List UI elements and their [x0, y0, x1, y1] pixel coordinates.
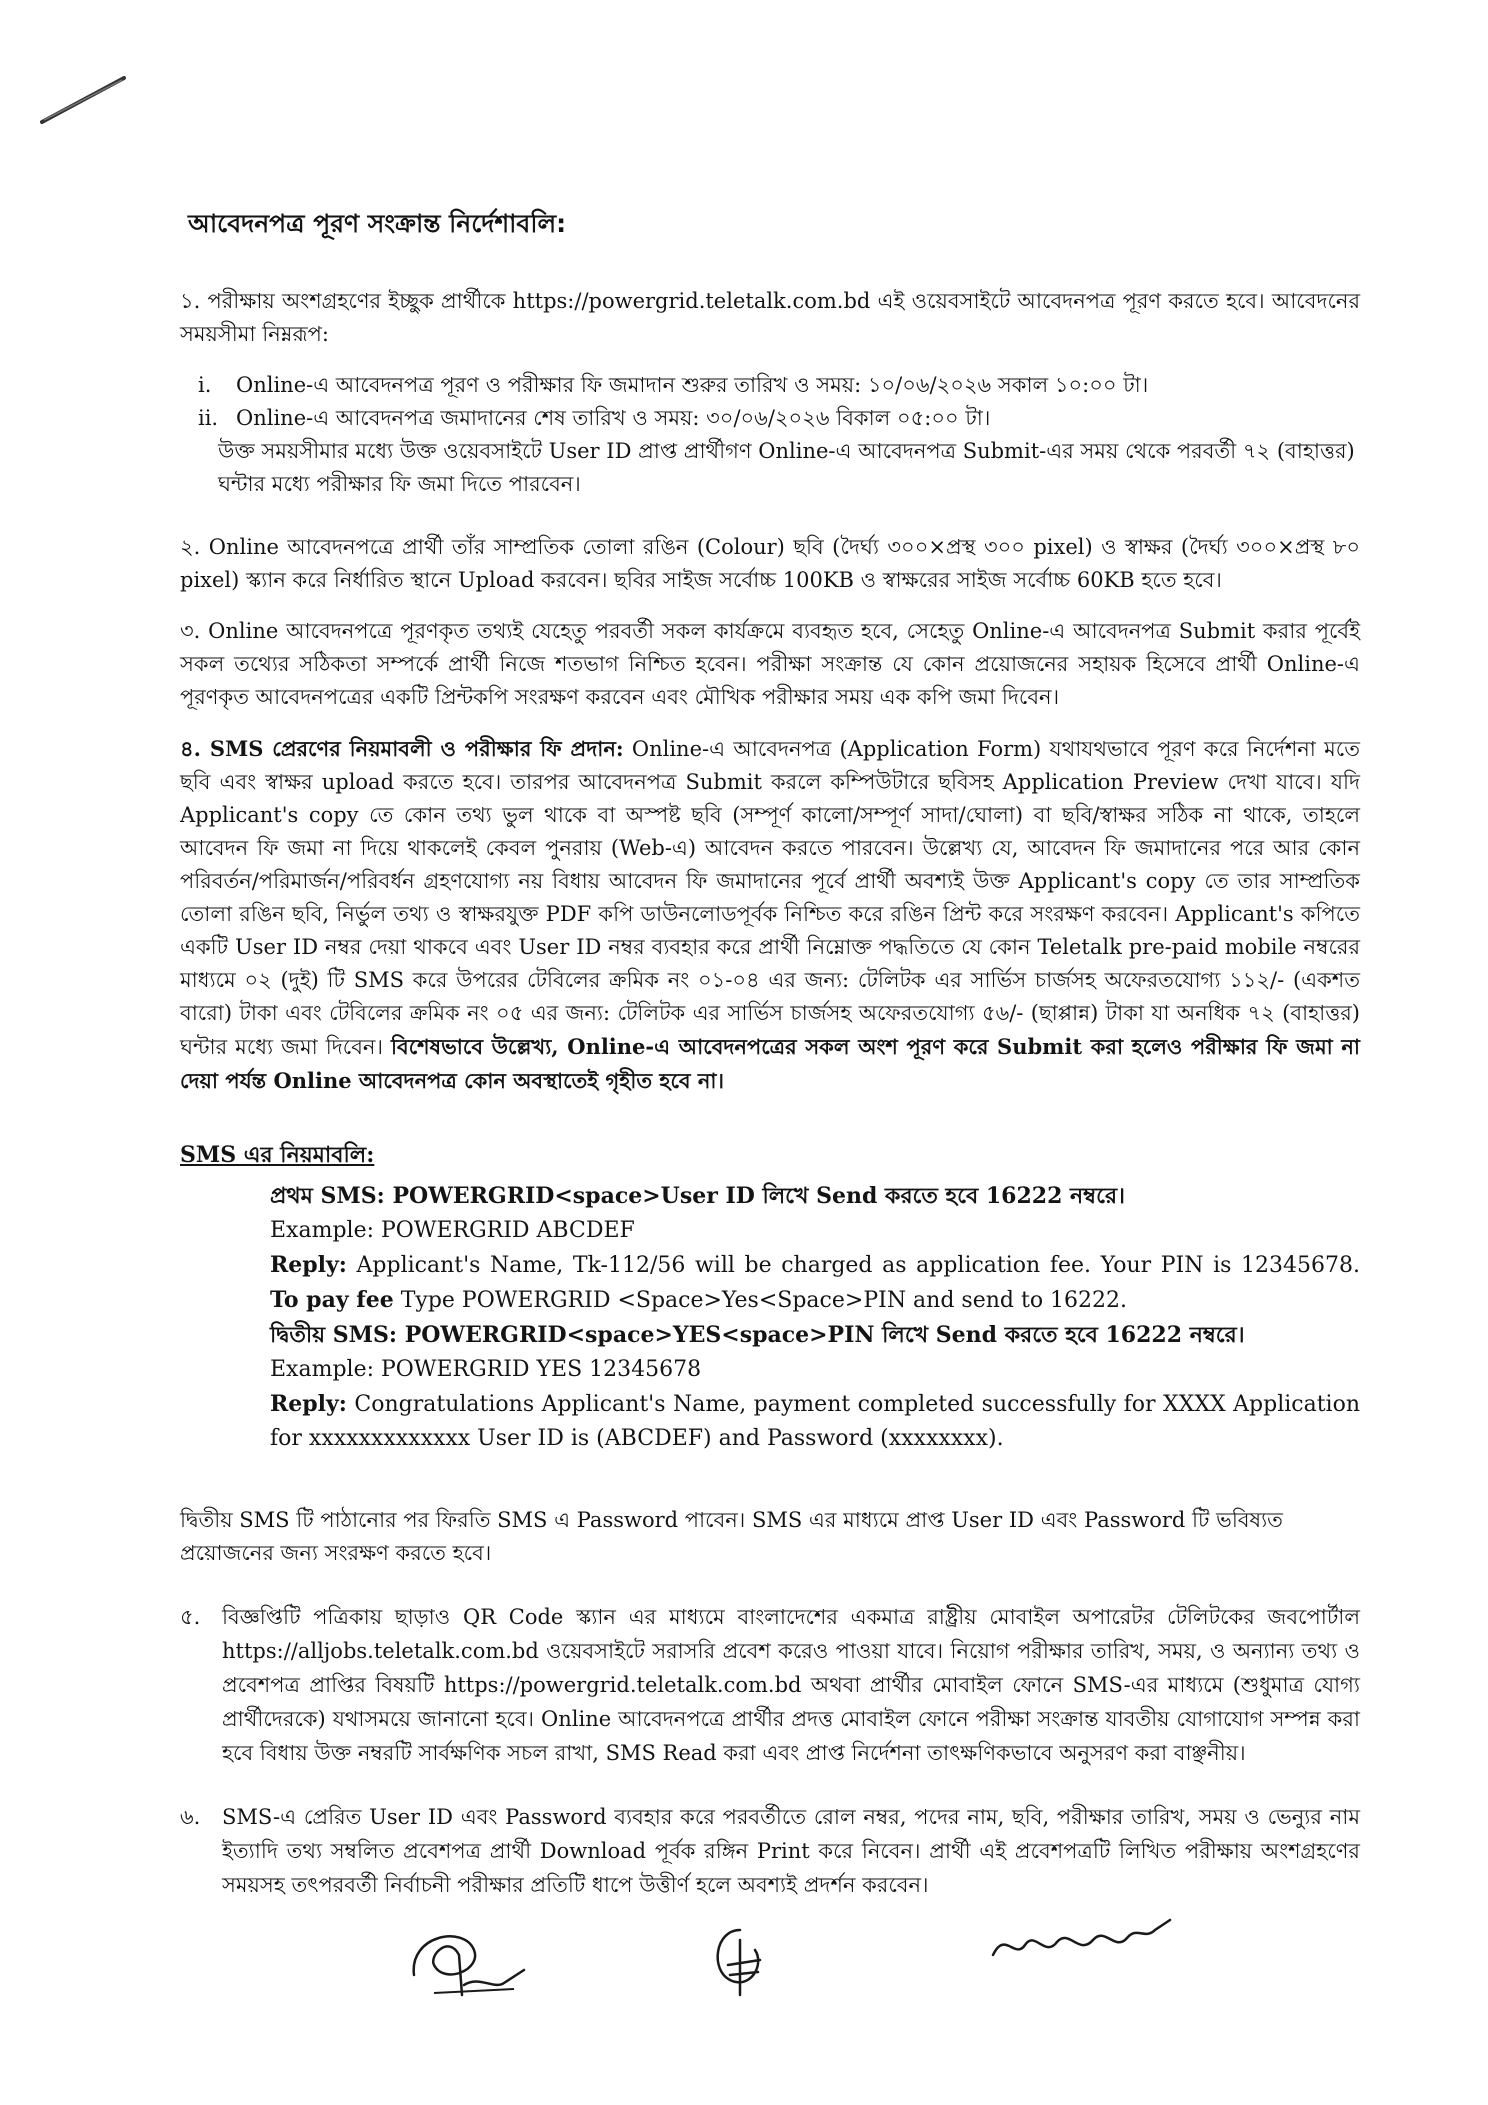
deadline-item	[198, 369, 1360, 402]
instruction-item-6	[180, 1800, 1360, 1902]
example-value: POWERGRID YES 12345678	[374, 1357, 702, 1382]
roman-numeral: i.	[198, 373, 212, 397]
deadline-note: উক্ত সময়সীমার মধ্যে উক্ত ওয়েবসাইটে User ID প্রাপ্ত প্রার্থীগণ Online-এ আবেদনপত্র Submit-এর সময় থেকে পরবর্তী ৭২ (বাহাত্তর) ঘন্টার মধ্যে পরীক্ষার ফি জমা দিতে পারবেন।	[218, 439, 1355, 496]
sms-rules-title: SMS এর নিয়মাবলি:	[180, 1142, 375, 1168]
instruction-item-3: ৩. Online আবেদনপত্রে পূরণকৃত তথ্যই যেহেতু পরবর্তী সকল কার্যক্রমে ব্যবহৃত হবে, সেহেতু Online-এ আবেদনপত্র Submit করার পূর্বেই সকল তথ্যের সঠিকতা সম্পর্কে প্রার্থী নিজে শতভাগ নিশ্চিত হবেন। পরীক্ষা সংক্রান্ত যে কোন প্রয়োজনের সহায়ক হিসেবে প্রার্থী Online-এ পূরণকৃত আবেদনপত্রের একটি প্রিন্টকপি সংরক্ষণ করবেন এবং মৌখিক পরীক্ষার সময় এক কপি জমা দিবেন।	[180, 619, 1360, 709]
instruction-item-2: ২. Online আবেদনপত্রে প্রার্থী তাঁর সাম্প্রতিক তোলা রঙিন (Colour) ছবি (দৈর্ঘ্য ৩০০×প্রস্থ ৩০০ pixel) ও স্বাক্ষর (দৈর্ঘ্য ৩০০×প্রস্থ ৮০ pixel) স্ক্যান করে নির্ধারিত স্থানে Upload করবেন। ছবির সাইজ সর্বোচ্চ 100KB ও স্বাক্ষরের সাইজ সর্বোচ্চ 60KB হতে হবে।	[180, 535, 1360, 592]
sms-first-label: প্রথম SMS:	[270, 1183, 385, 1209]
sms-first	[270, 1179, 1360, 1214]
sms-second-label: দ্বিতীয় SMS:	[270, 1322, 398, 1348]
deadline-text: Online-এ আবেদনপত্র পূরণ ও পরীক্ষার ফি জমাদান শুরুর তারিখ ও সময়: ১০/০৬/২০২৬ সকাল ১০:০০ টা।	[236, 373, 1149, 397]
sms-example-2	[270, 1353, 1360, 1387]
instructions-body	[180, 285, 1360, 1902]
reply-bold: To pay fee	[270, 1287, 394, 1313]
sms-rules-lines	[270, 1179, 1360, 1456]
page-heading: আবেদনপত্র পূরণ সংক্রান্ত নির্দেশাবলি:	[188, 209, 567, 238]
reply-label: Reply:	[270, 1391, 347, 1417]
item-4-emphasis: বিশেষভাবে উল্লেখ্য, Online-এ আবেদনপত্রের সকল অংশ পূরণ করে Submit করা হলেও পরীক্ষার ফি জমা না দেয়া পর্যন্ত Online আবেদনপত্র কোন অবস্থাতেই গৃহীত হবে না।	[180, 1034, 1360, 1093]
signature-2-icon	[700, 1920, 780, 2000]
item-5-text: বিজ্ঞপ্তিটি পত্রিকায় ছাড়াও QR Code স্ক্যান এর মাধ্যমে বাংলাদেশের একমাত্র রাষ্ট্রীয় মোবাইল অপারেটর টেলিটকের জবপোর্টাল https://alljobs.teletalk.com.bd ওয়েবসাইটে সরাসরি প্রবেশ করেও পাওয়া যাবে। নিয়োগ পরীক্ষার তারিখ, সময়, ও অন্যান্য তথ্য ও প্রবেশপত্র প্রাপ্তির বিষয়টি https://powergrid.teletalk.com.bd অথবা প্রার্থীর মোবাইল ফোনে SMS-এর মাধ্যমে (শুধুমাত্র যোগ্য প্রার্থীদেরকে) যথাসময়ে জানানো হবে। Online আবেদনপত্রে প্রার্থীর প্রদত্ত মোবাইল ফোনে পরীক্ষা সংক্রান্ত যাবতীয় যোগাযোগ সম্পন্ন করা হবে বিধায় উক্ত নম্বরটি সার্বক্ষণিক সচল রাখা, SMS Read করা এবং প্রাপ্ত নির্দেশনা তাৎক্ষণিকভাবে অনুসরণ করা বাঞ্ছনীয়।	[222, 1605, 1360, 1765]
item-6-text: SMS-এ প্রেরিত User ID এবং Password ব্যবহার করে পরবর্তীতে রোল নম্বর, পদের নাম, ছবি, পরীক্ষার তারিখ, সময় ও ভেন্যুর নাম ইত্যাদি তথ্য সম্বলিত প্রবেশপত্র প্রার্থী Download পূর্বক রঙ্গিন Print করে নিবেন। প্রার্থী এই প্রবেশপত্রটি লিখিত পরীক্ষায় অংশগ্রহণের সময়সহ তৎপরবর্তী নির্বাচনী পরীক্ষার প্রতিটি ধাপে উত্তীর্ণ হলে অবশ্যই প্রদর্শন করবেন।	[222, 1805, 1360, 1897]
instruction-item-4	[180, 732, 1360, 1098]
example-label: Example:	[270, 1357, 374, 1382]
signature-1-icon	[404, 1915, 534, 2005]
item-number: ৬.	[180, 1805, 201, 1829]
sms-reply-2	[270, 1387, 1360, 1456]
deadline-text: Online-এ আবেদনপত্র জমাদানের শেষ তারিখ ও সময়: ৩০/০৬/২০২৬ বিকাল ০৫:০০ টা।	[236, 406, 991, 430]
signature-3-icon	[985, 1910, 1185, 1970]
pen-mark-icon	[38, 70, 130, 130]
sms-second-cmd: POWERGRID<space>YES<space>PIN লিখে Send করতে হবে 16222 নম্বরে।	[397, 1322, 1245, 1348]
sms-example-1	[270, 1214, 1360, 1248]
example-label: Example:	[270, 1218, 374, 1243]
deadline-list	[198, 369, 1360, 435]
reply-tail: Type POWERGRID <Space>Yes<Space>PIN and send to 16222.	[393, 1288, 1128, 1313]
sms-reply-1	[270, 1248, 1360, 1318]
example-value: POWERGRID ABCDEF	[374, 1218, 635, 1243]
instruction-item-1: ১. পরীক্ষায় অংশগ্রহণের ইচ্ছুক প্রার্থীকে https://powergrid.teletalk.com.bd এই ওয়েবসাইটে আবেদনপত্র পূরণ করতে হবে। আবেদনের সময়সীমা নিম্নরূপ:	[180, 289, 1360, 346]
reply-label: Reply:	[270, 1252, 347, 1278]
sms-first-cmd: POWERGRID<space>User ID লিখে Send করতে হবে 16222 নম্বরে।	[384, 1183, 1125, 1209]
item-4-body: Online-এ আবেদনপত্র (Application Form) যথাযথভাবে পূরণ করে নির্দেশনা মতে ছবি এবং স্বাক্ষর upload করতে হবে। তারপর আবেদনপত্র Submit করলে কম্পিউটারে ছবিসহ Application Preview দেখা যাবে। যদি Applicant's copy তে কোন তথ্য ভুল থাকে বা অস্পষ্ট ছবি (সম্পূর্ণ কালো/সম্পূর্ণ সাদা/ঘোলা) বা ছবি/স্বাক্ষর সঠিক না থাকে, তাহলে আবেদন ফি জমা না দিয়ে থাকলেই কেবল পুনরায় (Web-এ) আবেদন করতে পারবেন। উল্লেখ্য যে, আবেদন ফি জমাদানের পরে আর কোন পরিবর্তন/পরিমার্জন/পরিবর্ধন গ্রহণযোগ্য নয় বিধায় আবেদন ফি জমাদানের পূর্বে প্রার্থী অবশ্যই উক্ত Applicant's copy তে তার সাম্প্রতিক তোলা রঙিন ছবি, নির্ভুল তথ্য ও স্বাক্ষরযুক্ত PDF কপি ডাউনলোডপূর্বক নিশ্চিত করে রঙিন প্রিন্ট করে সংরক্ষণ করবেন। Applicant's কপিতে একটি User ID নম্বর দেয়া থাকবে এবং User ID নম্বর ব্যবহার করে প্রার্থী নিম্নোক্ত পদ্ধতিতে যে কোন Teletalk pre-paid mobile নম্বরের মাধ্যমে ০২ (দুই) টি SMS করে উপরের টেবিলের ক্রমিক নং ০১-০৪ এর জন্য: টেলিটক এর সার্ভিস চার্জসহ অফেরতযোগ্য ১১২/- (একশত বারো) টাকা এবং টেবিলের ক্রমিক নং ০৫ এর জন্য: টেলিটক এর সার্ভিস চার্জসহ অফেরতযোগ্য ৫৬/- (ছাপ্পান্ন) টাকা যা অনধিক ৭২ (বাহাত্তর) ঘন্টার মধ্যে জমা দিবেন।	[180, 737, 1361, 1059]
item-4-lead: ৪. SMS প্রেরণের নিয়মাবলী ও পরীক্ষার ফি প্রদান:	[180, 736, 624, 761]
sms-password-note: দ্বিতীয় SMS টি পাঠানোর পর ফিরতি SMS এ Password পাবেন। SMS এর মাধ্যমে প্রাপ্ত User ID এবং Password টি ভবিষ্যত প্রয়োজনের জন্য সংরক্ষণ করতে হবে।	[180, 1508, 1283, 1565]
reply-text: Congratulations Applicant's Name, payment completed successfully for XXXX Application for xxxxxxxxxxxxx User ID is (ABCDEF) and Password (xxxxxxxx).	[270, 1392, 1360, 1451]
sms-second	[270, 1318, 1360, 1353]
sms-rules	[180, 1138, 1360, 1570]
reply-text: Applicant's Name, Tk-112/56 will be charged as application fee. Your PIN is 12345678.	[346, 1253, 1360, 1278]
item-number: ৫.	[180, 1605, 201, 1629]
roman-numeral: ii.	[198, 406, 219, 430]
instruction-item-5	[180, 1600, 1360, 1770]
deadline-item	[198, 402, 1360, 435]
